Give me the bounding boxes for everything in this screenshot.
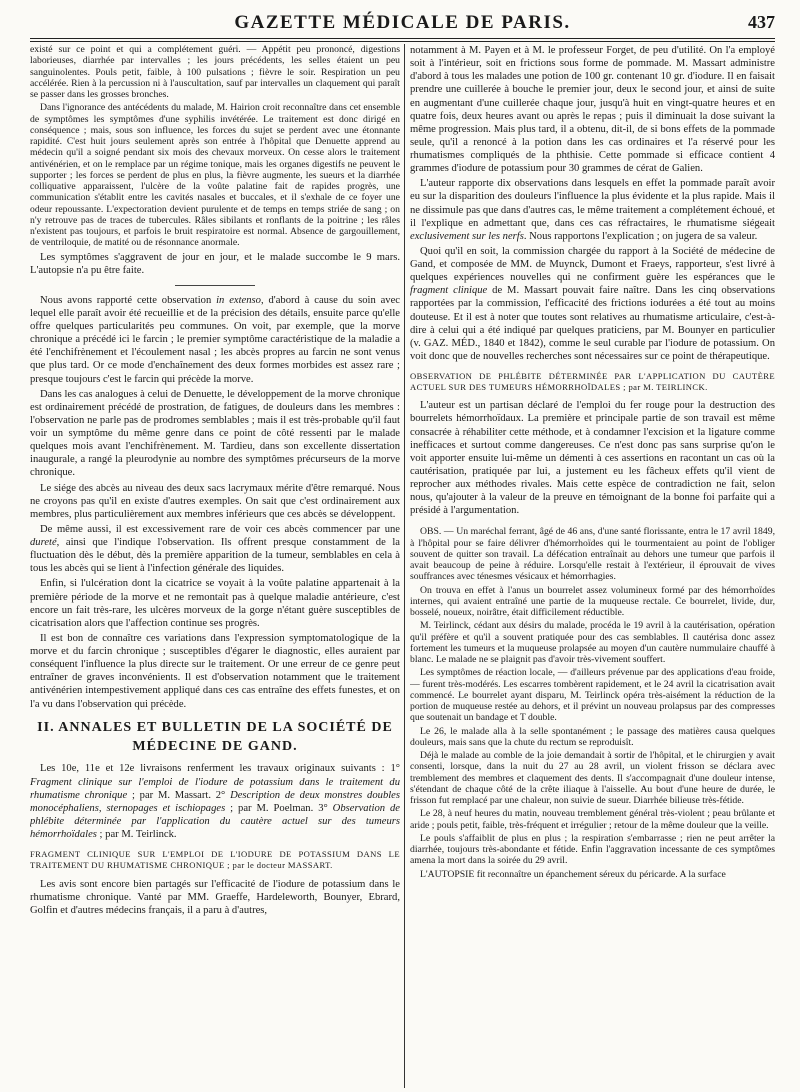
paragraph: Quoi qu'il en soit, la commission chargée du rapport à la Société de médecine de Gand, et composée de MM. de Muynck, Dumont et Fraeys, rapporteur, s'est livré à quelques expériences nouvelles qui ne confirment guère les espérances que le fragment clinique de M. Massart pouvait faire naître. Dans les cinq observations rapportées par la commission, l'efficacité des frictions iodurées a été tout au moins douteuse. Et il est à noter que toutes sont relatives au rhumatisme articulaire, c'est-à-dire à celui qui a été indiqué par quelques praticiens, par M. Bounyer en particulier (v. GAZ. MÉD., 1840 et 1842), comme le seul curable par l'iodure de potassium. On voit donc que de nouvelles recherches sont nécessaires sur ce point de thérapeutique.: [410, 245, 775, 362]
italic-text: in extenso: [216, 294, 261, 306]
paragraph: Enfin, si l'ulcération dont la cicatrice se voyait à la voûte palatine appartenait à la première période de la morve et ne remontait pas à quelque maladie antérieure, c'est encore un fait très-rare, les ulcères morveux de la gorge n'étant guère susceptibles de cicatrisation alors que l'affection continue ses progrès.: [30, 578, 400, 629]
paragraph: L'auteur rapporte dix observations dans lesquels en effet la pommade paraît avoir eu sur la disparition des douleurs l'influence la plus évidente et la plus rapide. Mais il ne dissimule pas que dans d'autres cas, le même traitement a complétement échoué, et il l'explique en admettant que, dans ces cas réfractaires, le rhumatisme siégeait exclusivement sur les nerfs. Nous rapportons l'explication ; on jugera de sa valeur.: [410, 178, 775, 242]
section-heading-line-1: II. ANNALES ET BULLETIN DE LA SOCIÉTÉ DE: [37, 719, 393, 735]
paragraph: L'auteur est un partisan déclaré de l'emploi du fer rouge pour la destruction des bourrelets hémorrhoïdaux. La première et principale partie de son travail est même consacrée à réhabiliter cette méthode, et à condamner l'excision et la ligature comme inefficaces et surtout comme dangereuses. Ce n'est donc pas sans surprise qu'on le voit apporter ensuite lui-même un démenti à ces assertions en racontant un cas où la cautérisation, pratiquée par lui, a justement eu les fâcheux effets qu'il vient de reprocher aux méthodes rivales. Mais cette espèce de contradiction ne fait, selon nous, qu'ajouter à la valeur de la preuve en témoignant de la bonne foi parfaite qui a présidé à l'argumentation.: [410, 400, 775, 517]
paragraph: Nous avons rapporté cette observation in extenso, d'abord à cause du soin avec lequel elle paraît avoir été recueillie et de la précision des détails, ensuite parce qu'elle offre quelques particularités peu communes. On voit, par exemple, que la morve chronique a précédé ici le farcin ; le premier symptôme caractéristique de la maladie a été l'enchifrènement et l'écoulement nasal ; les abcès propres au farcin ne sont venus que plus tard. Or ce mode d'enchaînement des deux formes morbides est assez rare ; presque toujours c'est le farcin qui précède la morve.: [30, 294, 400, 385]
paragraph: Il est bon de connaître ces variations dans l'expression symptomatologique de la morve et du farcin chronique ; susceptibles d'égarer le diagnostic, elles auraient par conséquent l'influence la plus directe sur le traitement. Or une erreur de ce genre peut entraîner de graves inconvénients. Il est d'observation notamment que le traitement antivénérien intempestivement appliqué dans ces cas entraîne des effets funestes, et on l'a vu dans l'observation qui précède.: [30, 632, 400, 710]
paragraph: M. Teirlinck, cédant aux désirs du malade, procéda le 19 avril à la cautérisation, opération qu'il préfère et qu'il a souvent pratiquée pour des cas semblables. Il cautérisa donc assez fortement les tumeurs et la muqueuse prolapsée au moyen d'un cautère nummulaire chauffé à blanc. Le malade ne se plaignit pas d'avoir très-vivement souffert.: [410, 620, 775, 666]
article-subheading: FRAGMENT CLINIQUE SUR L'EMPLOI DE L'IODURE DE POTASSIUM DANS LE TRAITEMENT DU RHUMATISME CHRONIQUE ; par le docteur MASSART.: [30, 849, 400, 871]
right-column: [410, 44, 775, 1090]
paragraph: Dans l'ignorance des antécédents du malade, M. Hairion croit reconnaître dans cet ensemble de symptômes les symptômes d'une syphilis invétérée. Le traitement est donc dirigé en conséquence ; mais, sous son influence, les forces du sujet se perdent avec une étonnante rapidité. C'est huit jours seulement après son entrée à l'hôpital que Denuette apprend au médecin qu'il a soigné pendant six mois des chevaux morveux. On cesse alors le traitement antivénérien, et on le remplace par un régime tonique, mais les organes digestifs ne peuvent le supporter ; les forces se perdent de plus en plus, la fièvre augmente, les sueurs et la diarrhée colliquative apparaissent, l'ulcère de la voûte palatine fait de rapides progrès, une communication s'établit entre les cavités nasales et buccales, et il s'exhale de ce foyer une odeur repoussante. L'expectoration devient purulente et de temps en temps striée de sang ; on n'y retrouve pas de traces de tubercules. Râles sibilants et ronflants de la poitrine ; les râles n'existent pas toujours, et parfois le bruit respiratoire est normal. Absence de gargouillement, de ventriloquie, de matité ou de résonnance anormale.: [30, 102, 400, 249]
journal-title: GAZETTE MÉDICALE DE PARIS.: [234, 12, 571, 33]
paragraph: On trouva en effet à l'anus un bourrelet assez volumineux formé par des hémorrhoïdes internes, qui avaient entraîné une partie de la muqueuse rectale. Ce bourrelet, livide, dur, bosselé, noueux, noirâtre, était difficilement réductible.: [410, 584, 775, 619]
paragraph: existé sur ce point et qui a complétement guéri. — Appétit peu prononcé, digestions laborieuses, diarrhée par intervalles ; les jours précédents, les selles étaient un peu sanguinolentes. Pouls petit, faible, à 100 pulsations ; fièvre le soir. Respiration un peu accélérée. Rien à la percussion ni à l'auscultation, sauf par intervalles un claquement qui paraît se passer dans les grosses bronches.: [30, 44, 400, 100]
section-heading-line-2: MÉDECINE DE GAND.: [132, 738, 298, 754]
paragraph: Les symptômes de réaction locale, — d'ailleurs prévenue par des applications d'eau froide, — furent très-modérés. Les escarres tombèrent rapidement, et le 24 avril la cicatrisation avait commencé. Le bourrelet ayant disparu, M. Teirlinck opéra très-aisément la réduction de la portion de muqueuse restée au dehors, et il prévint un nouveau prolapsus par des compresses que soutenait un bandage et T double.: [410, 667, 775, 724]
column-divider: [404, 44, 405, 1088]
paragraph: Le 26, le malade alla à la selle spontanément ; le passage des matières causa quelques douleurs, mais sans que la chute du rectum se reproduisît.: [410, 725, 775, 748]
paragraph: OBS. — Un maréchal ferrant, âgé de 46 ans, d'une santé florissante, entra le 17 avril 1849, à l'hôpital pour se faire délivrer d'hémorrhoïdes qui le tourmentaient au point de l'obliger souvent de quitter son travail. La défécation entraînait au dehors une tumeur que parfois il avait beaucoup de peine à réduire. Lorsqu'elle restait à l'extérieur, il éprouvait de vives souffrances avec ténesmes vésicaux et hémorrhagies.: [410, 526, 775, 583]
paragraph: Le pouls s'affaiblit de plus en plus ; la respiration s'embarrasse ; rien ne peut arrêter la diarrhée, toujours très-abondante et fétide. Enfin l'aggravation incessante de ces symptômes amena la mort dans la soirée du 29 avril.: [410, 832, 775, 867]
paragraph: Les avis sont encore bien partagés sur l'efficacité de l'iodure de potassium dans le rhumatisme chronique. Vanté par MM. Graeffe, Hardeleworth, Bounyer, Ebrard, Golfin et d'autres médecins français, il a paru à d'autres,: [30, 878, 400, 916]
header-rule-thin: [30, 41, 775, 42]
paragraph: Le siége des abcès au niveau des deux sacs lacrymaux mérite d'être remarqué. Nous ne croyons pas qu'il en existe d'autres exemples. On sait que c'est ordinairement aux membres, plus particulièrement aux membres inférieurs que ces abcès se développent.: [30, 482, 400, 520]
section-heading: [30, 719, 400, 757]
paragraph: notamment à M. Payen et à M. le professeur Forget, de peu d'utilité. On l'a employé soit à l'intérieur, soit en frictions sous forme de pommade. M. Massart administre d'abord à tous les malades une potion de 100 gr. contenant 10 gr. d'iodure. Il en faisait prendre une cuillerée à bouche le premier jour, deux le second jour, et ainsi de suite en augmentant d'une cuillerée chaque jour, jusqu'à huit en vingt-quatre heures et en quatre fois, deux heures avant ou après le repas ; puis il diminuait la dose suivant la même progression. Mais plus tard, il a obtenu, dit-il, de si bons effets de la pommade seule, qu'il a renoncé à la potion dans les cas ordinaires et l'a réservé pour les rhumatismes compliqués de la phthisie. Cette pommade si efficace contient 4 grammes d'iodure de potassium pour 30 grammes de cérat de Galien.: [410, 45, 775, 175]
italic-text: exclusivement sur les nerfs: [410, 230, 524, 242]
paragraph: Les symptômes s'aggravent de jour en jour, et le malade succombe le 9 mars. L'autopsie n'a pu être faite.: [30, 251, 400, 276]
paragraph: Dans les cas analogues à celui de Denuette, le développement de la morve chronique est ordinairement précédé de prostration, de fatigues, de douleurs dans les membres : l'observation ne parle pas de prodromes semblables ; mais il est très-probable qu'il faut voir un symptôme du même genre dans ce point de côté ressenti par le malade quelques mois avant l'enchifrènement. M. Tardieu, dans son excellente dissertation inaugurale, a rangé la pleurodynie au nombre des symptômes précurseurs de la morve chronique.: [30, 388, 400, 479]
paragraph: Les 10e, 11e et 12e livraisons renferment les travaux originaux suivants : 1° Fragment clinique sur l'emploi de l'iodure de potassium dans le traitement du rhumatisme chronique ; par M. Massart. 2° Description de deux monstres doubles monocéphaliens, sternopages et ischiopages ; par M. Poelman. 3° Observation de phlébite déterminée par l'application du cautère actuel sur des tumeurs hémorrhoïdales ; par M. Teirlinck.: [30, 763, 400, 841]
italic-text: dureté: [30, 537, 57, 548]
page-header: [30, 12, 775, 38]
paragraph: De même aussi, il est excessivement rare de voir ces abcès commencer par une dureté, ainsi que l'indique l'observation. Ils offrent presque constamment de la fluctuation dès le début, dès la première apparition de la tumeur, semblables en cela à tous les abcès qui se lient à l'infection générale des liquides.: [30, 523, 400, 575]
left-column: [30, 44, 400, 1090]
separator-line: [175, 285, 255, 286]
header-rule: [30, 38, 775, 39]
paragraph: L'AUTOPSIE fit reconnaître un épanchement séreux du péricarde. A la surface: [420, 868, 726, 880]
paragraph: Le 28, à neuf heures du matin, nouveau tremblement général très-violent ; peau brûlante et aride ; pouls petit, faible, très-fréquent et irrégulier ; retour de la même douleur que la veille.: [410, 808, 775, 831]
article-subheading: OBSERVATION DE PHLÉBITE DÉTERMINÉE PAR L'APPLICATION DU CAUTÈRE ACTUEL SUR DES TUMEURS HÉMORRHOÏDALES ; par M. TEIRLINCK.: [410, 371, 775, 393]
page-number: 437: [748, 12, 775, 32]
paragraph: Déjà le malade au comble de la joie demandait à sortir de l'hôpital, et le chirurgien y avait consenti, lorsque, dans la nuit du 27 au 28 avril, un violent frisson se déclara avec tremblement des membres et claquement des dents. Il s'accompagnait d'une douleur intense, s'étendant de chaque côté de la crête iliaque à l'aisselle. Au bout d'une heure de durée, le frisson fut remplacé par une chaleur, non suivie de sueur. Diarrhée bilieuse très-fétide.: [410, 750, 775, 807]
italic-text: fragment clinique: [410, 285, 488, 297]
